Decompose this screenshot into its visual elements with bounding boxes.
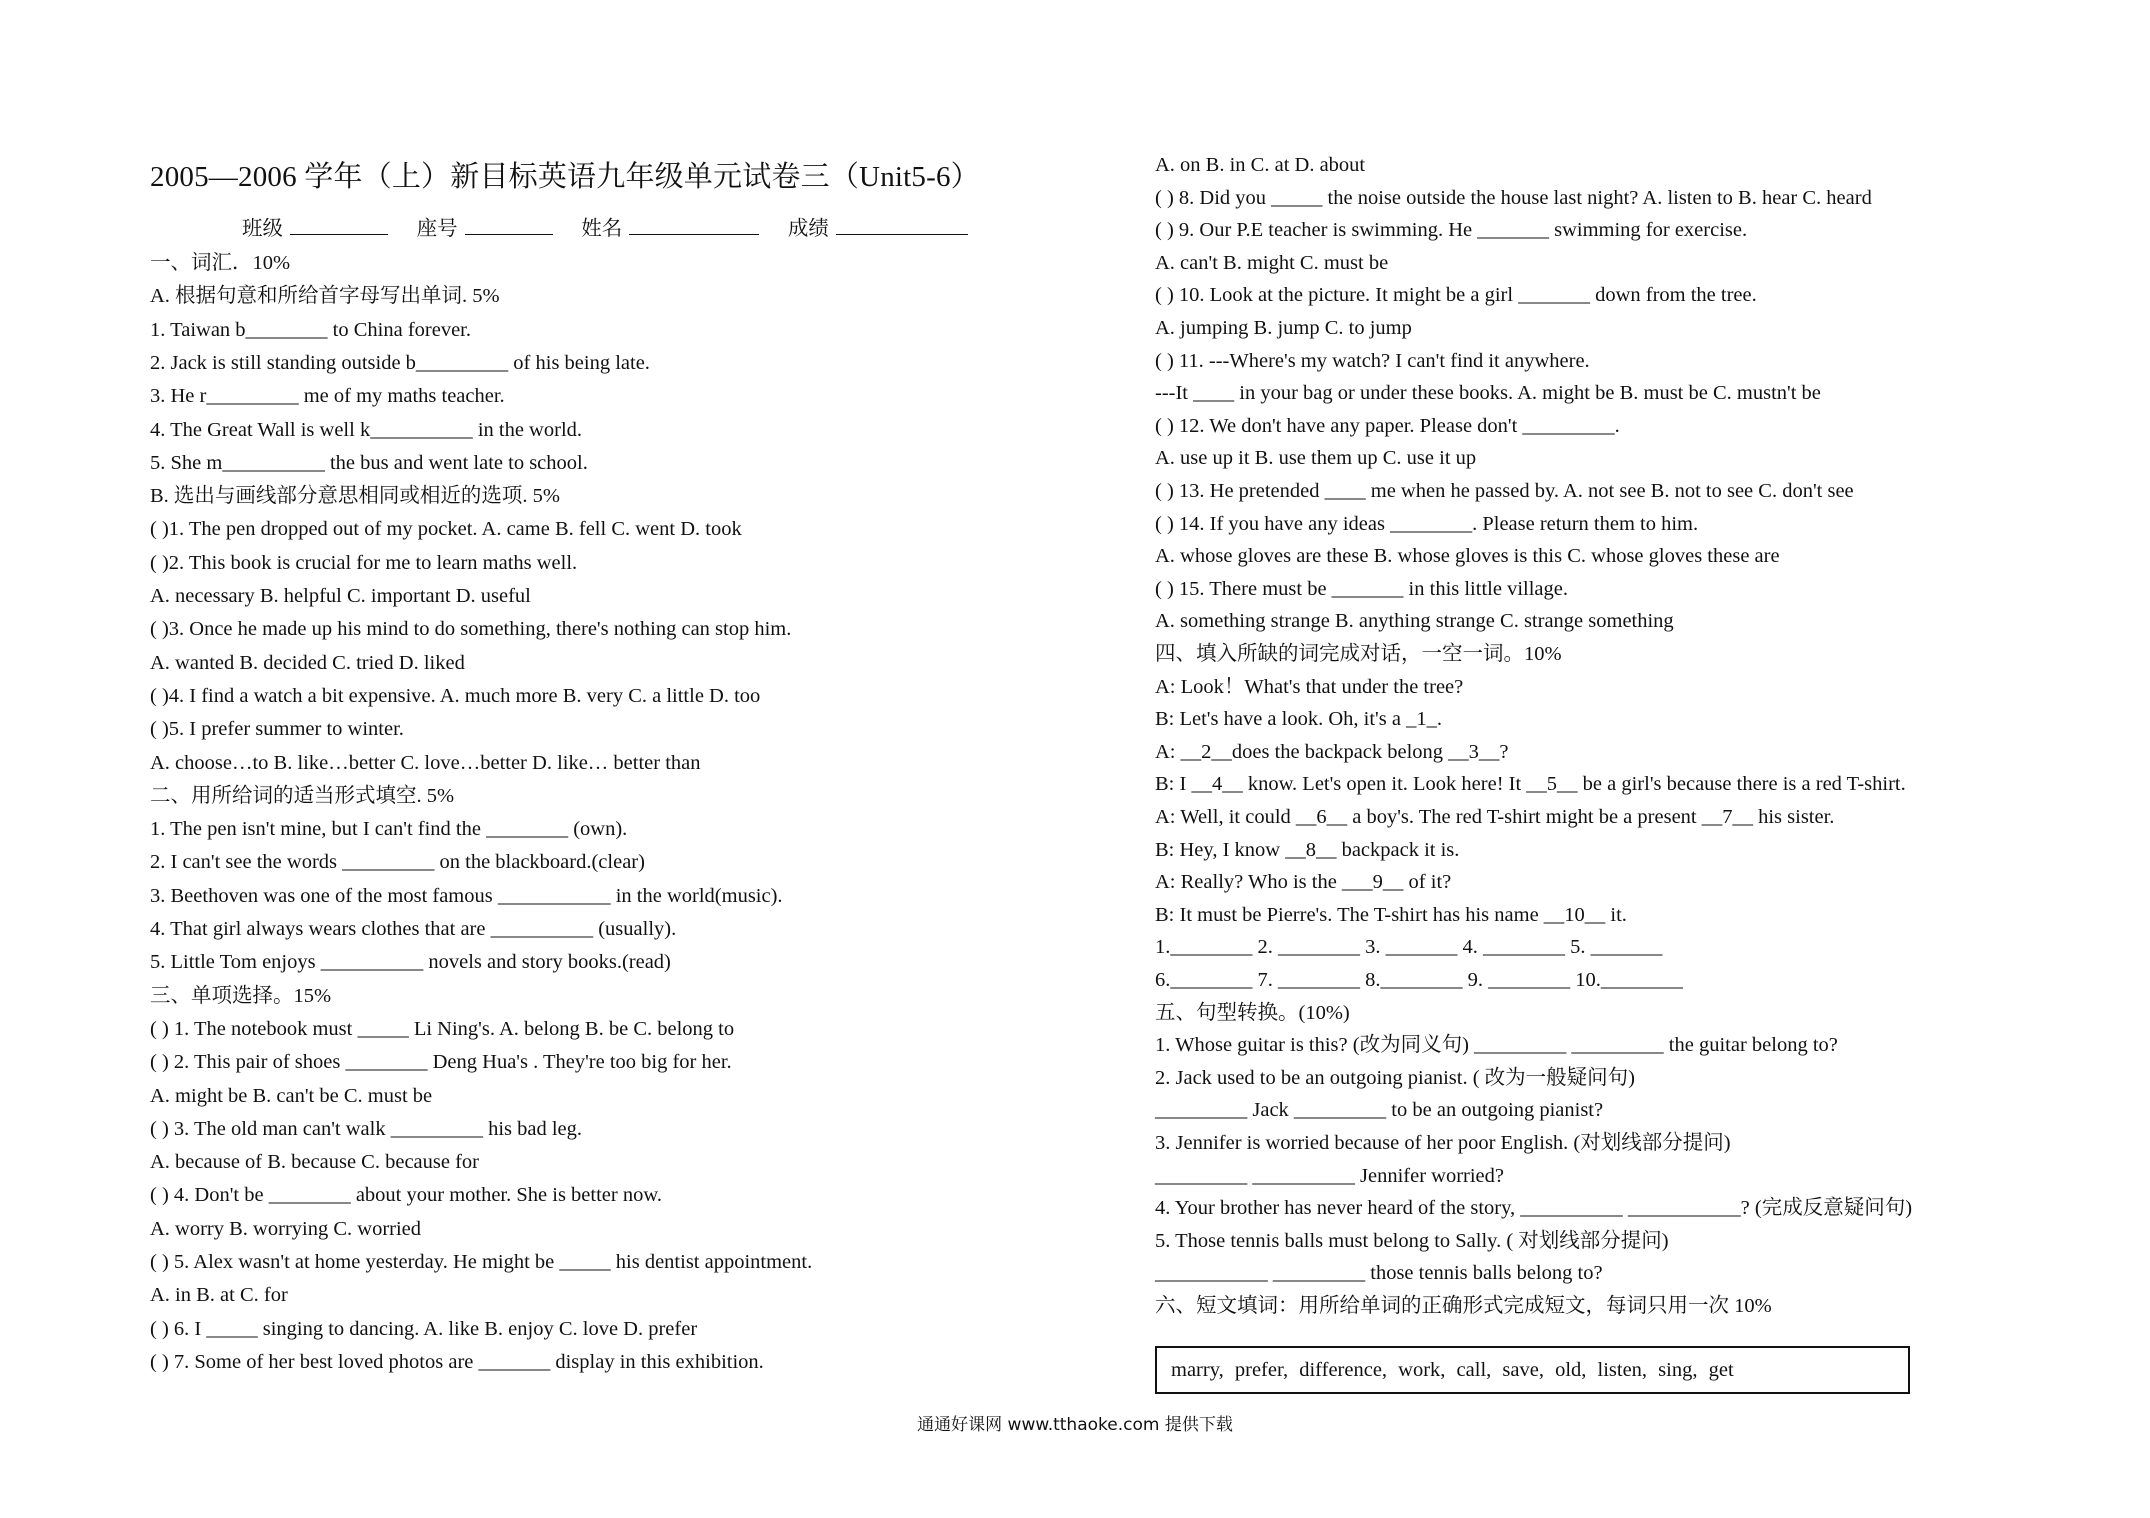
right-line: ( ) 9. Our P.E teacher is swimming. He _______ swimming for exercise. <box>1155 219 1748 242</box>
right-line: A. something strange B. anything strange C. strange something <box>1155 610 1674 633</box>
right-line: A. whose gloves are these B. whose gloves is this C. whose gloves these are <box>1155 545 1780 568</box>
right-line: ( ) 11. ---Where's my watch? I can't find it anywhere. <box>1155 349 1590 372</box>
left-line: ( ) 2. This pair of shoes ________ Deng Hua's . They're too big for her. <box>150 1051 732 1074</box>
right-line: 1.________ 2. ________ 3. _______ 4. ________ 5. _______ <box>1155 936 1663 959</box>
right-line: B: It must be Pierre's. The T-shirt has his name __10__ it. <box>1155 903 1627 926</box>
left-line: 1. The pen isn't mine, but I can't find the ________ (own). <box>150 818 628 841</box>
right-line: 四、填入所缺的词完成对话，一空一词。10% <box>1155 643 1562 665</box>
left-line: ( )1. The pen dropped out of my pocket. A. came B. fell C. went D. took <box>150 518 742 541</box>
right-line: A. on B. in C. at D. about <box>1155 154 1366 176</box>
right-line: 2. Jack used to be an outgoing pianist. ( 改为一般疑问句) <box>1155 1066 1635 1089</box>
right-line: ( ) 13. He pretended ____ me when he passed by. A. not see B. not to see C. don't see <box>1155 480 1854 502</box>
left-line: ( ) 6. I _____ singing to dancing. A. like B. enjoy C. love D. prefer <box>150 1317 698 1340</box>
left-line: ( ) 7. Some of her best loved photos are _______ display in this exhibition. <box>150 1350 764 1373</box>
right-line: 1. Whose guitar is this? (改为同义句) _________ _________ the guitar belong to? <box>1155 1034 1838 1057</box>
right-line: 5. Those tennis balls must belong to Sally. ( 对划线部分提问) <box>1155 1229 1669 1252</box>
right-line: B: I __4__ know. Let's open it. Look here! It __5__ be a girl's because there is a red T-shirt. <box>1155 773 1906 796</box>
name-label: 姓名 <box>581 218 623 240</box>
left-line: ( ) 1. The notebook must _____ Li Ning's. A. belong B. be C. belong to <box>150 1017 735 1040</box>
right-line: ( ) 8. Did you _____ the noise outside the house last night? A. listen to B. hear C. heard <box>1155 186 1872 209</box>
left-line: A. choose…to B. like…better C. love…better D. like… better than <box>150 751 701 774</box>
class-field[interactable] <box>290 216 388 235</box>
left-line: 1. Taiwan b________ to China forever. <box>150 318 472 341</box>
right-line: B: Hey, I know __8__ backpack it is. <box>1155 838 1460 861</box>
left-line: ( ) 4. Don't be ________ about your mother. She is better now. <box>150 1184 662 1207</box>
right-line: ---It ____ in your bag or under these books. A. might be B. must be C. mustn't be <box>1155 382 1821 405</box>
right-line: ( ) 10. Look at the picture. It might be a girl _______ down from the tree. <box>1155 284 1757 307</box>
left-line: 5. Little Tom enjoys __________ novels and story books.(read) <box>150 951 671 974</box>
right-line: 五、句型转换。(10%) <box>1155 1001 1350 1024</box>
right-line: ( ) 15. There must be _______ in this little village. <box>1155 577 1568 600</box>
seat-label: 座号 <box>416 218 458 240</box>
right-line: A: Well, it could __6__ a boy's. The red T-shirt might be a present __7__ his sister. <box>1155 806 1835 828</box>
right-line: A: Look！What's that under the tree? <box>1155 675 1464 698</box>
left-line: A. because of B. because C. because for <box>150 1151 480 1174</box>
left-line: 5. She m__________ the bus and went late to school. <box>150 451 588 474</box>
right-line: _________ __________ Jennifer worried? <box>1155 1164 1505 1187</box>
right-line: ___________ _________ those tennis balls belong to? <box>1155 1262 1603 1285</box>
right-line: A: Really? Who is the ___9__ of it? <box>1155 871 1452 894</box>
left-line: ( )3. Once he made up his mind to do something, there's nothing can stop him. <box>150 618 792 641</box>
right-line: A: __2__does the backpack belong __3__? <box>1155 740 1509 763</box>
left-line: 3. Beethoven was one of the most famous ___________ in the world(music). <box>150 884 783 907</box>
right-line: ( ) 12. We don't have any paper. Please don't _________. <box>1155 414 1620 437</box>
left-line: 4. That girl always wears clothes that are __________ (usually). <box>150 918 677 940</box>
student-info-row <box>242 216 968 242</box>
footer-credit: 通通好课网 www.tthaoke.com 提供下载 <box>917 1415 1233 1435</box>
left-line: ( ) 3. The old man can't walk _________ his bad leg. <box>150 1117 583 1140</box>
left-line: 2. Jack is still standing outside b_________ of his being late. <box>150 351 650 374</box>
left-line: 4. The Great Wall is well k__________ in the world. <box>150 418 583 441</box>
left-line: A. worry B. worrying C. worried <box>150 1217 422 1240</box>
right-line: 3. Jennifer is worried because of her poor English. (对划线部分提问) <box>1155 1132 1731 1154</box>
score-field[interactable] <box>836 216 968 235</box>
right-line: A. use up it B. use them up C. use it up <box>1155 447 1477 470</box>
right-line: ( ) 14. If you have any ideas ________. Please return them to him. <box>1155 512 1699 535</box>
right-line: 4. Your brother has never heard of the story, __________ ___________? (完成反意疑问句) <box>1155 1197 1913 1220</box>
left-line: B. 选出与画线部分意思相同或相近的选项. 5% <box>150 485 560 508</box>
score-label: 成绩 <box>787 218 829 240</box>
left-line: 2. I can't see the words _________ on the blackboard.(clear) <box>150 851 645 874</box>
right-line: A. can't B. might C. must be <box>1155 251 1389 274</box>
right-line: 六、短文填词：用所给单词的正确形式完成短文，每词只用一次 10% <box>1155 1295 1772 1317</box>
right-line: B: Let's have a look. Oh, it's a _1_. <box>1155 708 1442 731</box>
seat-field[interactable] <box>465 216 553 235</box>
right-line: _________ Jack _________ to be an outgoing pianist? <box>1155 1099 1604 1122</box>
page-title: 2005—2006 学年（上）新目标英语九年级单元试卷三（Unit5-6） <box>150 161 980 193</box>
left-line: 二、用所给词的适当形式填空. 5% <box>150 784 455 807</box>
right-line: 6.________ 7. ________ 8.________ 9. ________ 10.________ <box>1155 969 1683 991</box>
left-line: 3. He r_________ me of my maths teacher. <box>150 385 505 408</box>
left-line: 三、单项选择。15% <box>150 984 332 1007</box>
left-line: A. 根据句意和所给首字母写出单词. 5% <box>150 285 500 308</box>
left-line: ( )5. I prefer summer to winter. <box>150 718 404 741</box>
left-line: 一、词汇．10% <box>150 252 291 274</box>
left-line: A. in B. at C. for <box>150 1284 288 1307</box>
left-line: ( )4. I find a watch a bit expensive. A. much more B. very C. a little D. too <box>150 684 761 707</box>
name-field[interactable] <box>629 216 759 235</box>
left-line: A. wanted B. decided C. tried D. liked <box>150 651 465 674</box>
left-line: A. necessary B. helpful C. important D. useful <box>150 585 531 607</box>
right-line: A. jumping B. jump C. to jump <box>1155 317 1412 339</box>
word-bank-box: marry, prefer, difference, work, call, save, old, listen, sing, get <box>1155 1346 1910 1394</box>
class-label: 班级 <box>242 218 283 240</box>
left-line: A. might be B. can't be C. must be <box>150 1084 433 1107</box>
left-line: ( )2. This book is crucial for me to learn maths well. <box>150 551 578 574</box>
left-line: ( ) 5. Alex wasn't at home yesterday. He might be _____ his dentist appointment. <box>150 1251 813 1273</box>
